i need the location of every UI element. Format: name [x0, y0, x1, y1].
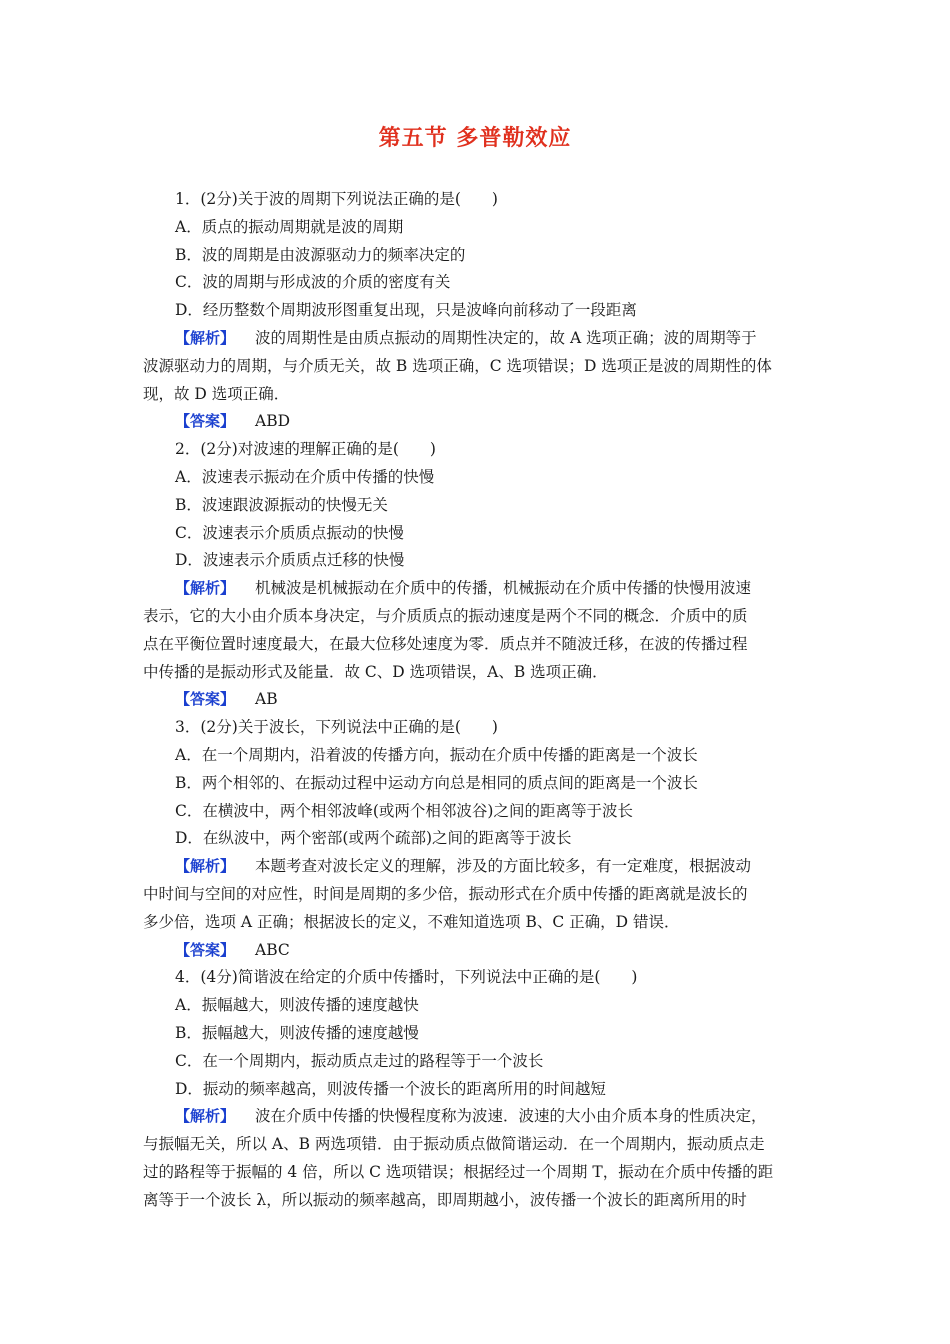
question-4-analysis-line [143, 1103, 807, 1131]
question-1-option-d: D．经历整数个周期波形图重复出现，只是波峰向前移动了一段距离 [175, 301, 637, 320]
question-3-option-b: B．两个相邻的、在振动过程中运动方向总是相同的质点间的距离是一个波长 [175, 773, 698, 792]
analysis-tag: 【解析】 [175, 857, 236, 876]
analysis-tag: 【解析】 [175, 579, 236, 598]
question-1-stem: 1．(2分)关于波的周期下列说法正确的是( ) [175, 190, 498, 208]
question-2-option-d: D．波速表示介质质点迁移的快慢 [175, 551, 405, 570]
question-3-analysis-line: 中时间与空间的对应性，时间是周期的多少倍，振动形式在介质中传播的距离就是波长的 [143, 884, 748, 903]
question-2-option-b: B．波速跟波源振动的快慢无关 [175, 495, 388, 514]
question-4-option-b: B．振幅越大，则波传播的速度越慢 [175, 1023, 419, 1042]
question-1-option-b: B．波的周期是由波源驱动力的频率决定的 [175, 245, 466, 264]
question-1-option-c: C．波的周期与形成波的介质的密度有关 [175, 273, 451, 292]
question-3-answer-line [143, 937, 807, 965]
question-4-option-d: D．振动的频率越高，则波传播一个波长的距离所用的时间越短 [175, 1079, 606, 1098]
answer-tag: 【答案】 [175, 690, 236, 709]
analysis-text: 本题考查对波长定义的理解，涉及的方面比较多，有一定难度，根据波动 [255, 857, 752, 876]
question-4-stem: 4．(4分)简谐波在给定的介质中传播时，下列说法中正确的是( ) [175, 968, 638, 987]
question-1-analysis-line [143, 325, 807, 353]
question-1-analysis-line: 现，故 D 选项正确． [143, 384, 290, 403]
analysis-text: 波在介质中传播的快慢程度称为波速．波速的大小由介质本身的性质决定， [255, 1107, 767, 1126]
analysis-tag: 【解析】 [175, 1107, 236, 1126]
question-3-stem: 3．(2分)关于波长，下列说法中正确的是( ) [175, 718, 498, 737]
question-2-stem: 2．(2分)对波速的理解正确的是( ) [175, 440, 436, 459]
answer-text: AB [255, 690, 278, 709]
question-2-option-c: C．波速表示介质质点振动的快慢 [175, 523, 404, 542]
question-4-option-a: A．振幅越大，则波传播的速度越快 [175, 996, 419, 1015]
question-1-option-a: A．质点的振动周期就是波的周期 [175, 217, 404, 236]
question-3-analysis-line: 多少倍，选项 A 正确；根据波长的定义，不难知道选项 B、C 正确，D 错误． [143, 912, 680, 931]
answer-text: ABD [255, 412, 291, 431]
question-2-analysis-line: 点在平衡位置时速度最大，在最大位移处速度为零．质点并不随波迁移，在波的传播过程 [143, 634, 748, 653]
answer-tag: 【答案】 [175, 940, 236, 959]
answer-text: ABC [255, 940, 290, 959]
question-3-option-c: C．在横波中，两个相邻波峰(或两个相邻波谷)之间的距离等于波长 [175, 801, 633, 820]
question-3-option-d: D．在纵波中，两个密部(或两个疏部)之间的距离等于波长 [175, 829, 572, 848]
question-4-analysis-line: 与振幅无关，所以 A、B 两选项错．由于振动质点做简谐运动．在一个周期内，振动质点走 [143, 1135, 765, 1154]
question-2-answer-line [143, 686, 807, 714]
question-2-analysis-line [143, 575, 807, 603]
question-4-analysis-line: 过的路程等于振幅的 4 倍，所以 C 选项错误；根据经过一个周期 T，振动在介质中传播的距 [143, 1162, 774, 1181]
analysis-text: 波的周期性是由质点振动的周期性决定的，故 A 选项正确；波的周期等于 [255, 328, 757, 347]
question-1-analysis-line: 波源驱动力的周期，与介质无关，故 B 选项正确，C 选项错误；D 选项正是波的周期性的体 [143, 356, 772, 375]
analysis-tag: 【解析】 [175, 328, 236, 347]
question-3-analysis-line [143, 853, 807, 881]
question-1-answer-line [143, 408, 807, 436]
question-4-option-c: C．在一个周期内，振动质点走过的路程等于一个波长 [175, 1051, 544, 1070]
question-4-analysis-line: 离等于一个波长 λ，所以振动的频率越高，即周期越小，波传播一个波长的距离所用的时 [143, 1190, 747, 1209]
question-2-option-a: A．波速表示振动在介质中传播的快慢 [175, 467, 435, 486]
question-2-analysis-line: 表示，它的大小由介质本身决定，与介质质点的振动速度是两个不同的概念．介质中的质 [143, 606, 748, 625]
page-title: 第五节 多普勒效应 [378, 126, 572, 151]
analysis-text: 机械波是机械振动在介质中的传播，机械振动在介质中传播的快慢用波速 [255, 579, 752, 598]
question-3-option-a: A．在一个周期内，沿着波的传播方向，振动在介质中传播的距离是一个波长 [175, 745, 698, 764]
question-list [143, 186, 807, 1214]
answer-tag: 【答案】 [175, 412, 236, 431]
question-2-analysis-line: 中传播的是振动形式及能量．故 C、D 选项错误，A、B 选项正确． [143, 662, 608, 681]
